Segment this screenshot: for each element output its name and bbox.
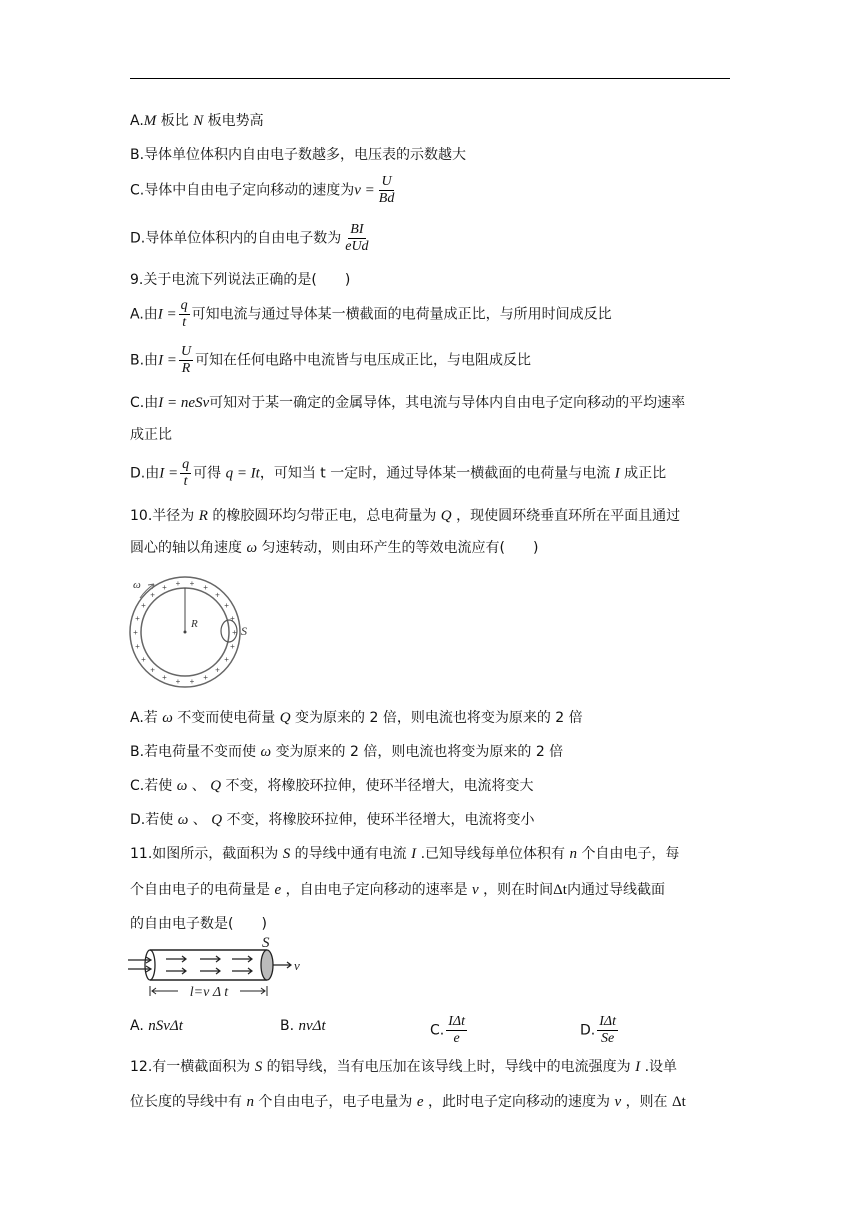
radius-label: R — [191, 618, 198, 630]
charge-plus: + — [230, 641, 235, 651]
velocity-label: v — [294, 958, 300, 973]
q9-stem: 9.关于电流下列说法正确的是( ) — [130, 272, 351, 288]
q11-option-c: C. $\frac{\text{IΔt}}{e}$ — [430, 1014, 466, 1046]
q8-option-b: B.导体单位体积内自由电子数越多，电压表的示数越大 — [130, 147, 467, 163]
charge-plus: + — [162, 673, 167, 682]
center-dot — [184, 631, 187, 634]
q12-line2: 位长度的导线中有 n 个自由电子，电子电量为 e ，此时电子定向移动的速度为 v ，则在 Δt — [130, 1094, 686, 1110]
q10-option-a: A.若 ω 不变而使电荷量 Q 变为原来的 2 倍，则电流也将变为原来的 2 倍 — [130, 710, 583, 726]
wire-figure — [128, 936, 308, 1000]
section-label: S — [241, 624, 247, 638]
q9-option-d: D.由I = $\frac{q}{t}$ 可得 q = It，可知当 t 一定时，通过导体某一横截面的电荷量与电流 I 成正比 — [130, 457, 667, 489]
charge-plus: + — [150, 665, 155, 675]
fraction: $\frac{BI}{\text{eUd}}$ — [345, 222, 369, 254]
q8-option-d: D.导体单位体积内的自由电子数为 $\frac{BI}{\text{eUd}}$ — [130, 222, 369, 254]
charge-plus: + — [215, 590, 220, 600]
charge-plus: + — [135, 614, 140, 624]
inflow-arrow-heads — [146, 957, 151, 972]
q8-option-c: C.导体中自由电子定向移动的速度为v = $\frac{U}{Bd}$ — [130, 174, 395, 206]
charge-plus: + — [224, 601, 229, 611]
q9-option-c-cont: 成正比 — [130, 427, 172, 443]
q11-stem-line1: 11.如图所示，截面积为 S 的导线中通有电流 I .已知导线每单位体积有 n 个自由电子，每 — [130, 846, 680, 862]
q11-option-d: D. $\frac{\text{IΔt}}{Se}$ — [580, 1014, 617, 1046]
wire-cross-section — [261, 950, 273, 980]
charge-plus: + — [135, 641, 140, 651]
charge-plus: + — [162, 583, 167, 592]
section-label: S — [262, 936, 270, 951]
q10-stem-line2: 圆心的轴以角速度 ω 匀速转动，则由环产生的等效电流应有( ) — [130, 540, 539, 556]
q10-option-c: C.若使 ω 、 Q 不变，将橡胶环拉伸，使环半径增大，电流将变大 — [130, 778, 534, 794]
fraction: $\frac{\text{IΔt}}{e}$ — [448, 1014, 466, 1046]
fraction: $\frac{\text{IΔt}}{Se}$ — [599, 1014, 617, 1046]
charge-plus: + — [215, 665, 220, 675]
q10-option-d: D.若使 ω 、 Q 不变，将橡胶环拉伸，使环半径增大，电流将变小 — [130, 812, 535, 828]
electron-arrows — [166, 956, 252, 974]
q10-stem-line1: 10.半径为 R 的橡胶圆环均匀带正电，总电荷量为 Q ，现使圆环绕垂直环所在平面且通过 — [130, 508, 681, 524]
charge-plus: + — [150, 590, 155, 600]
charge-plus: + — [224, 654, 229, 664]
q10-option-b: B.若电荷量不变而使 ω 变为原来的 2 倍，则电流也将变为原来的 2 倍 — [130, 744, 564, 760]
q9-option-b: B.由I = $\frac{U}{R}$ 可知在任何电路中电流皆与电压成正比，与电阻成反比 — [130, 344, 532, 376]
wire-end-left — [145, 950, 155, 980]
q11-stem-line2: 个自由电子的电荷量是 e ，自由电子定向移动的速率是 v ，则在时间Δt内通过导线截面 — [130, 882, 665, 898]
fraction: $\frac{q}{t}$ — [180, 298, 188, 330]
fraction: $\frac{U}{R}$ — [180, 344, 192, 376]
wire-body — [150, 950, 267, 980]
q11-option-a: A. nSvΔt — [130, 1018, 183, 1034]
fraction: $\frac{q}{t}$ — [182, 457, 190, 489]
q9-option-a: A.由I = $\frac{q}{t}$ 可知电流与通过导体某一横截面的电荷量成正比，与所用时间成反比 — [130, 298, 612, 330]
charge-plus: + — [175, 579, 181, 588]
charge-plus: + — [141, 601, 146, 611]
charge-plus: + — [203, 583, 208, 592]
omega-label: ω — [133, 579, 141, 591]
charge-plus: + — [232, 628, 237, 637]
charge-plus: + — [189, 677, 195, 686]
q12-line1: 12.有一横截面积为 S 的铝导线，当有电压加在该导线上时，导线中的电流强度为 I .设单 — [130, 1059, 678, 1075]
rotating-ring-figure — [124, 572, 274, 690]
velocity-arrow — [273, 962, 291, 968]
header-rule — [130, 78, 730, 79]
q11-stem-line3: 的自由电子数是( ) — [130, 916, 267, 932]
charge-plus: + — [230, 614, 235, 624]
q11-option-b: B. nvΔt — [280, 1018, 326, 1034]
q8-option-a: A.M 板比 N 板电势高 — [130, 113, 264, 129]
q9-option-c: C.由I = neSv可知对于某一确定的金属导体，其电流与导体内自由电子定向移动的平均速率 — [130, 395, 686, 411]
charge-plus: + — [175, 677, 181, 686]
fraction: $\frac{U}{Bd}$ — [378, 174, 395, 206]
charge-plus: + — [133, 628, 138, 637]
length-label: l=v Δ t — [189, 985, 229, 1000]
charge-plus: + — [141, 654, 146, 664]
charge-plus: + — [189, 579, 195, 588]
charge-plus: + — [203, 673, 208, 682]
